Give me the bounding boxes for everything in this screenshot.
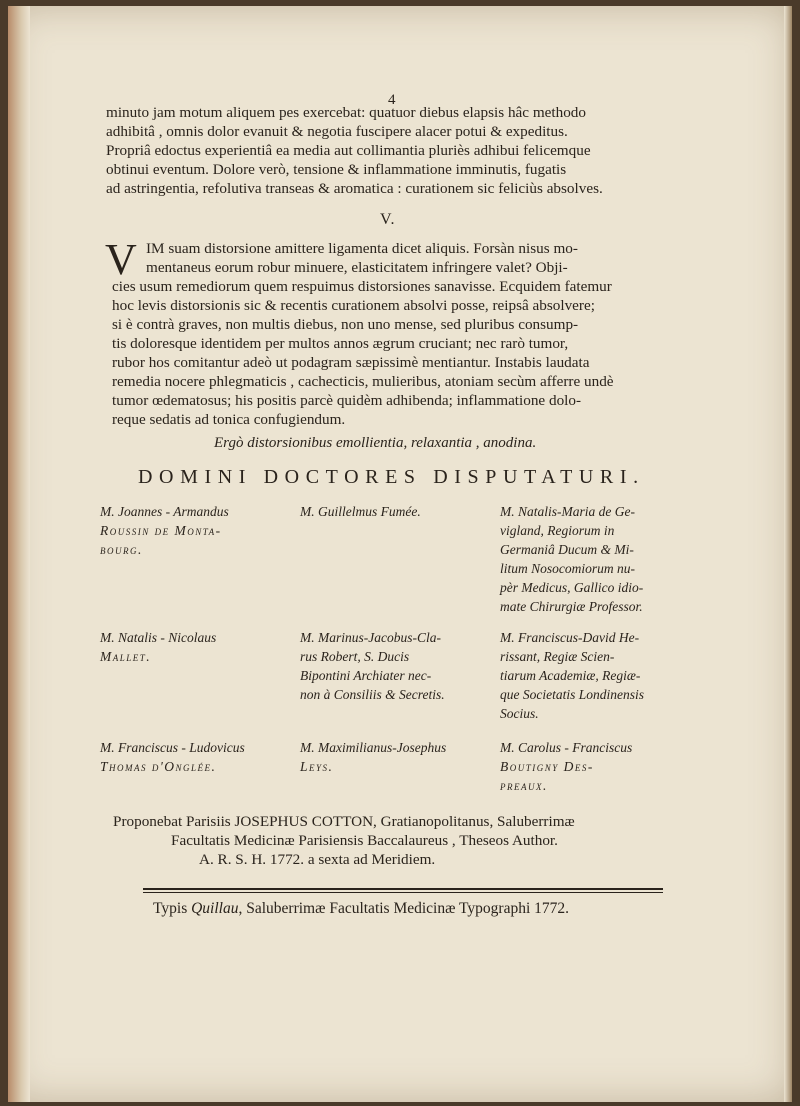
book-page [8,6,792,1102]
doctor-entry [100,628,216,666]
printer-prefix: Typis [153,900,192,917]
text-line: ad astringentia, refolutiva transeas & aromatica : curationem sic feliciùs absolves. [106,180,603,197]
defense-notice [113,812,693,869]
doctor-line: Roussin de Monta- [100,523,222,538]
doctor-entry [500,628,644,723]
doctor-entry [300,738,446,776]
doctor-line: litum Nosocomiorum nu- [500,561,635,576]
doctor-line: rissant, Regiæ Scien- [500,649,615,664]
doctor-line: Mallet. [100,649,152,664]
doctor-line: M. Franciscus - Ludovicus [100,740,245,755]
doctor-line: M. Natalis - Nicolaus [100,630,217,645]
doctor-line: pèr Medicus, Gallico idio- [500,580,644,595]
text-line: hoc levis distorsionis sic & recentis curationem absolvi posse, reipsâ absolvere; [112,297,595,314]
doctor-line: Socius. [500,706,539,721]
printer-imprint [153,899,569,918]
doctor-line: rus Robert, S. Ducis [300,649,410,664]
doctor-line: M. Natalis-Maria de Ge- [500,504,635,519]
doctors-heading: DOMINI DOCTORES DISPUTATURI. [138,466,645,488]
doctor-line: que Societatis Londinensis [500,687,644,702]
text-line: tis doloresque identidem per multos annos ægrum cruciant; nec rarò tumor, [112,335,569,352]
drop-cap: V [105,235,137,284]
doctor-entry [500,738,632,795]
doctor-line: Boutigny Des- [500,759,594,774]
doctor-entry [300,502,421,521]
doctor-line: M. Franciscus-David He- [500,630,640,645]
page-gutter-shadow [8,6,30,1102]
doctor-line: vigland, Regiorum in [500,523,615,538]
text-line: mentaneus eorum robur minuere, elasticitatem infringere valet? Obji- [146,259,568,276]
text-line: reque sedatis ad tonica confugiendum. [112,411,346,428]
doctor-line: M. Maximilianus-Josephus [300,740,447,755]
doctor-entry [500,502,643,616]
text-line: cies usum remediorum quem respuimus distorsiones sanavisse. Ecquidem fatemur [112,278,612,295]
doctor-line: mate Chirurgiæ Professor. [500,599,643,614]
thesis-statement: Ergò distorsionibus emollientia, relaxantia , anodina. [214,435,537,451]
doctor-line: non à Consiliis & Secretis. [300,687,445,702]
rule-thin [143,892,663,893]
notice-line: A. R. S. H. 1772. a sexta ad Meridiem. [199,851,436,868]
notice-line: Facultatis Medicinæ Parisiensis Baccalaureus , Theseos Author. [171,832,558,849]
text-line: tumor œdematosus; his positis parcè quidèm adhibenda; inflammatione dolo- [112,392,582,409]
doctor-line: tiarum Academiæ, Regiæ- [500,668,641,683]
doctor-entry [300,628,445,704]
text-line: minuto jam motum aliquem pes exercebat: quatuor diebus elapsis hâc methodo [106,104,586,121]
doctor-line: M. Joannes - Armandus [100,504,229,519]
text-line: remedia nocere phlegmaticis , cachecticis, mulieribus, atoniam secùm afferre undè [112,373,614,390]
paragraph-section-v [112,239,686,429]
doctor-line: M. Guillelmus Fumée. [300,504,421,519]
doctor-line: M. Carolus - Franciscus [500,740,633,755]
doctor-entry [100,738,245,776]
doctor-line: M. Marinus-Jacobus-Cla- [300,630,441,645]
doctor-line: Bipontini Archiater nec- [300,668,432,683]
paragraph-continuation [106,103,688,198]
text-line: IM suam distorsione amittere ligamenta dicet aliquis. Forsàn nisus mo- [146,240,578,257]
section-heading: V. [380,211,396,228]
rule-thick [143,888,663,890]
doctor-entry [100,502,229,559]
doctor-line: Thomas d'Onglée. [100,759,217,774]
doctor-line: preaux. [500,778,548,793]
printer-name: Quillau [191,900,239,917]
page-number: 4 [388,92,396,108]
printer-rest: , Saluberrimæ Facultatis Medicinæ Typographi 1772. [238,900,570,917]
doctor-line: Germaniâ Ducum & Mi- [500,542,634,557]
doctor-line: Leys. [300,759,334,774]
text-line: rubor hos comitantur adeò ut podagram sæpissimè mentiantur. Instabis laudata [112,354,590,371]
notice-line: Proponebat Parisiis JOSEPHUS COTTON, Gratianopolitanus, Saluberrimæ [113,813,575,830]
page-edge-shadow [784,6,792,1102]
doctor-line: bourg. [100,542,143,557]
text-line: si è contrà graves, non multis diebus, non uno mense, sed pluribus consump- [112,316,579,333]
text-line: adhibitâ , omnis dolor evanuit & negotia fuscipere alacer potui & expeditus. [106,123,568,140]
text-line: obtinui eventum. Dolore verò, tensione & inflammatione imminutis, fugatis [106,161,567,178]
text-line: Propriâ edoctus experientiâ ea media aut collimantia pluriès adhibui felicemque [106,142,591,159]
